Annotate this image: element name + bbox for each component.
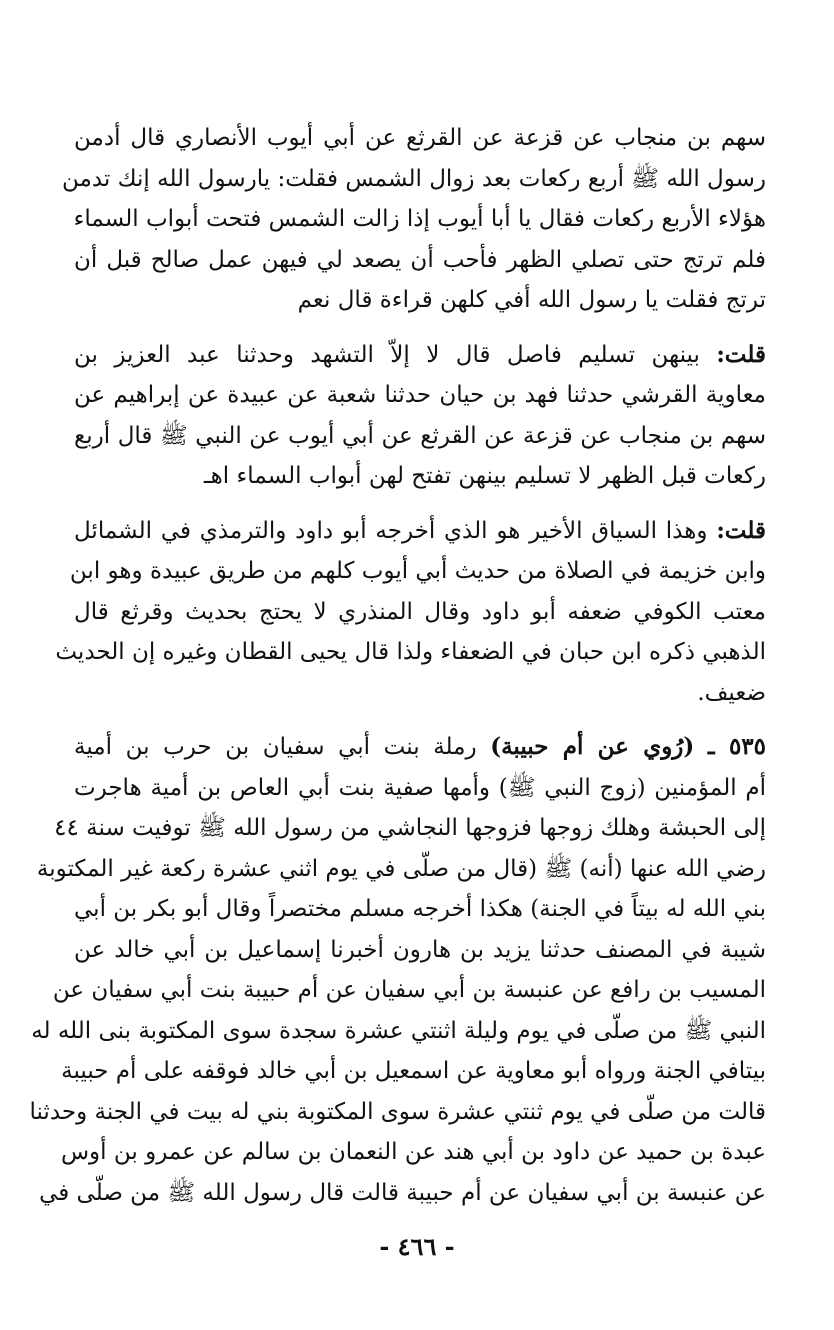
text-line: هؤلاء الأربع ركعات فقال يا أبا أيوب إذا زالت الشمس فتحت أبواب السماء — [73, 206, 766, 232]
text-line: ركعات قبل الظهر لا تسليم بينهن تفتح لهن أبواب السماء اهـ — [203, 463, 766, 489]
paragraph-gap — [74, 713, 766, 727]
text-line: الذهبي ذكره ابن حبان في الضعفاء ولذا قال يحيى القطان وغيره إن الحديث — [55, 639, 766, 665]
text-line: ضعيف. — [697, 679, 766, 706]
text-line: سهم بن منجاب عن قزعة عن القرثع عن أبي أيوب عن النبي ﷺ قال أربع — [74, 422, 766, 449]
text-line: وابن خزيمة في الصلاة من حديث أبي أيوب كلهم من طريق عبيدة وهو ابن — [69, 558, 766, 584]
text-line: بيتافي الجنة ورواه أبو معاوية عن اسمعيل بن أبي خالد فوقفه على أم حبيبة — [61, 1058, 766, 1084]
entry-heading: (رُوي عن أم حبيبة) — [490, 733, 695, 760]
text-line-content: رملة بنت أبي سفيان بن حرب بن أمية — [74, 734, 477, 760]
text-line: معاوية القرشي حدثنا فهد بن حيان حدثنا شعبة عن عبيدة عن إبراهيم عن — [74, 382, 766, 408]
paragraph-2 — [74, 335, 766, 497]
text-line: رسول الله ﷺ أربع ركعات بعد زوال الشمس فقلت: يارسول الله إنك تدمن — [62, 165, 766, 192]
text-line — [74, 727, 766, 768]
text-line: سهم بن منجاب عن قزعة عن القرثع عن أبي أيوب الأنصاري قال أدمن — [74, 125, 766, 151]
text-line: قالت من صلّى في يوم ثنتي عشرة سوى المكتوبة بني له بيت في الجنة وحدثنا — [29, 1098, 766, 1125]
paragraph-lead: قلت: — [716, 516, 766, 544]
entry-number: ٥٣٥ ـ — [707, 733, 767, 760]
text-line-content: وهذا السياق الأخير هو الذي أخرجه أبو داود والترمذي في الشمائل — [74, 517, 708, 544]
text-line: أم المؤمنين (زوج النبي ﷺ) وأمها صفية بنت أبي العاص بن أمية هاجرت — [74, 774, 766, 801]
text-line: شيبة في المصنف حدثنا يزيد بن هارون أخبرنا إسماعيل بن أبي خالد عن — [74, 936, 766, 963]
page-number: - ٤٦٦ - — [379, 1232, 455, 1261]
text-line — [74, 335, 766, 376]
text-line: إلى الحبشة وهلك زوجها فزوجها النجاشي من رسول الله ﷺ توفيت سنة ٤٤ — [54, 815, 766, 841]
text-line — [74, 511, 766, 552]
text-line: ترتج فقلت يا رسول الله أفي كلهن قراءة قال نعم — [297, 287, 766, 313]
text-line: معتب الكوفي ضعفه أبو داود وقال المنذري لا يحتج بحديث وقرثع قال — [74, 598, 766, 625]
paragraph-gap — [74, 497, 766, 511]
text-line: عن عنبسة بن أبي سفيان عن أم حبيبة قالت قال رسول الله ﷺ من صلّى في — [39, 1179, 766, 1206]
text-line: رضي الله عنها (أنه) ﷺ (قال من صلّى في يوم اثني عشرة ركعة غير المكتوبة — [36, 855, 766, 882]
book-page — [29, 118, 767, 1213]
text-line: بني الله له بيتاً في الجنة) هكذا أخرجه مسلم مختصراً وقال أبو بكر بن أبي — [74, 896, 766, 922]
paragraph-3 — [55, 511, 766, 714]
text-line: فلم ترتج حتى تصلي الظهر فأحب أن يصعد لي فيهن عمل صالح قبل أن — [74, 246, 766, 273]
entry-535 — [29, 727, 767, 1213]
paragraph-lead: قلت: — [716, 340, 766, 368]
text-line-content: بينهن تسليم فاصل قال لا إلاّ التشهد وحدثنا عبد العزيز بن — [74, 341, 700, 368]
text-line: عبدة بن حميد عن داود بن أبي هند عن النعمان بن سالم عن عمرو بن أوس — [60, 1139, 766, 1165]
text-line: المسيب بن رافع عن عنبسة بن أبي سفيان عن أم حبيبة بنت أبي سفيان عن — [52, 977, 766, 1003]
paragraph-1 — [62, 118, 766, 321]
paragraph-gap — [74, 321, 766, 335]
text-line: النبي ﷺ من صلّى في يوم وليلة اثنتي عشرة سجدة سوى المكتوبة بنى الله له — [31, 1017, 766, 1044]
